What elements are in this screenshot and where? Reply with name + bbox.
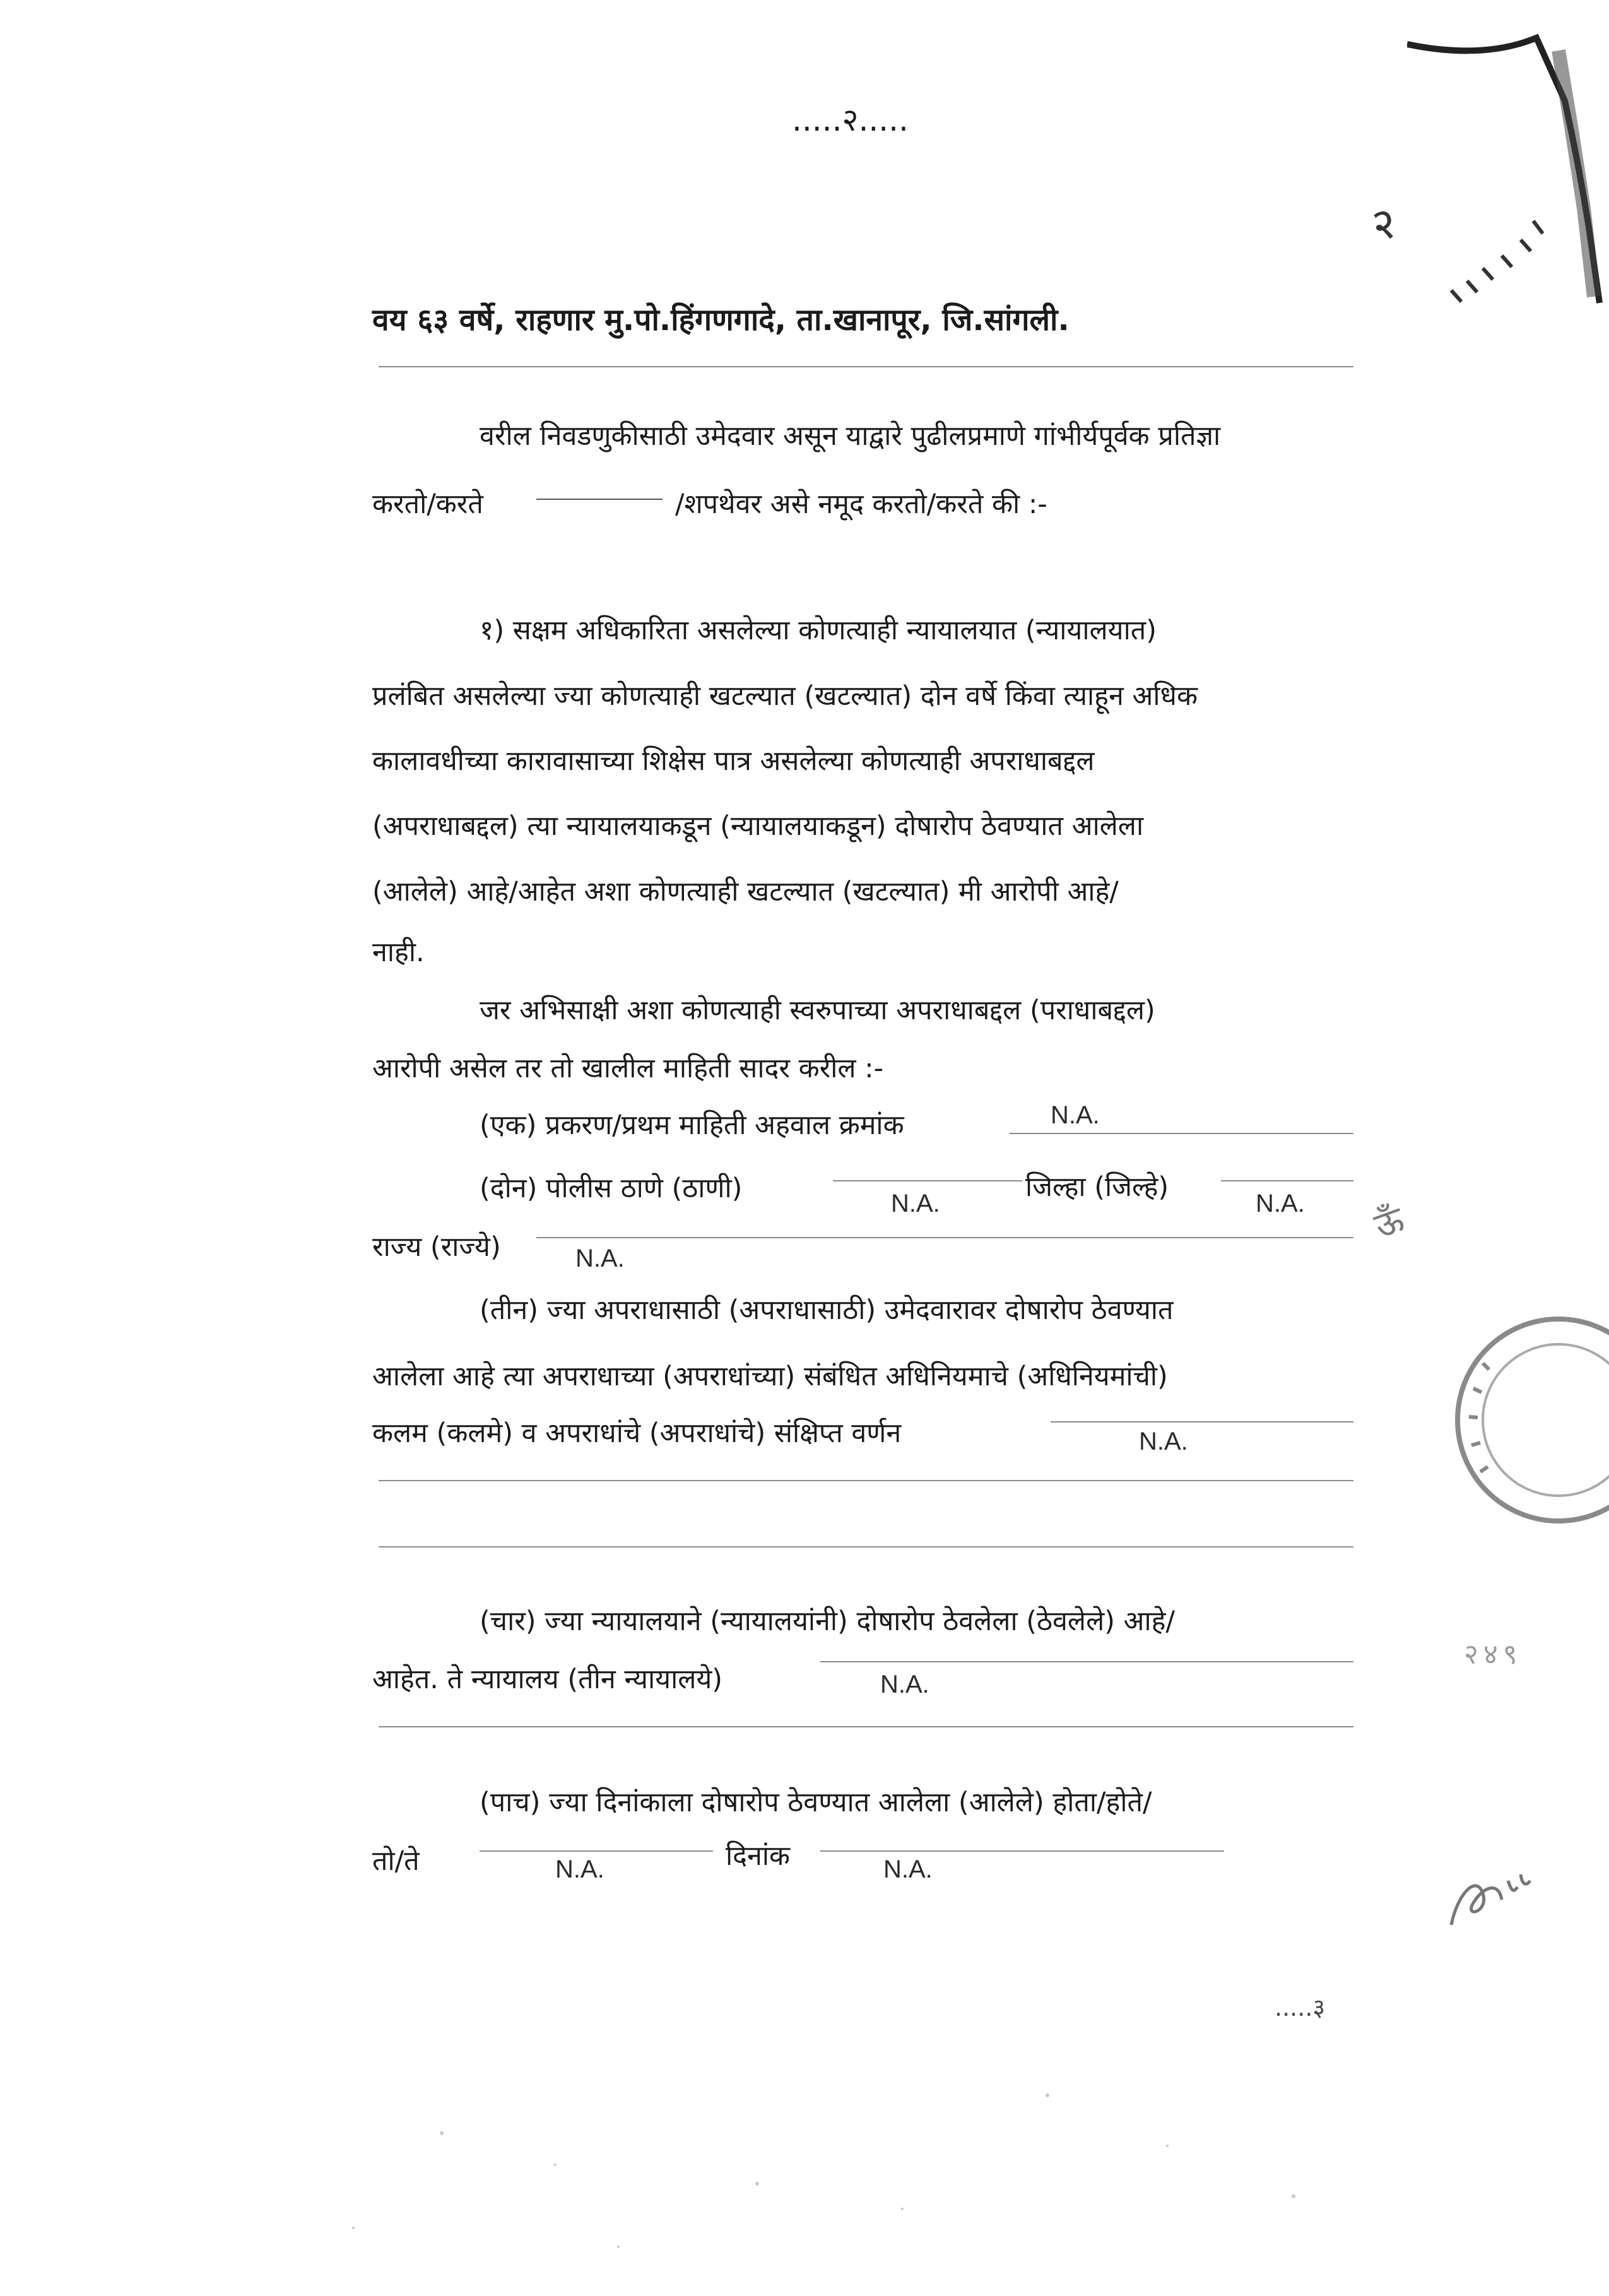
state-label: राज्य (राज्ये) bbox=[372, 1231, 501, 1263]
para2-line-1: जर अभिसाक्षी अशा कोणत्याही स्वरुपाच्या अपराधाबद्दल (पराधाबद्दल) bbox=[480, 995, 1155, 1026]
margin-initial-mark: ऊँ bbox=[1369, 1198, 1410, 1247]
case-number-line bbox=[1010, 1133, 1353, 1134]
court-line-2 bbox=[379, 1726, 1353, 1727]
item-five-line-1: (पाच) ज्या दिनांकाला दोषारोप ठेवण्यात आलेला (आलेले) होता/होते/ bbox=[480, 1787, 1152, 1818]
district-label: जिल्हा (जिल्हे) bbox=[1025, 1171, 1169, 1203]
charge-date-line bbox=[820, 1850, 1224, 1852]
state-value: N.A. bbox=[575, 1245, 625, 1272]
offence-description-value: N.A. bbox=[1139, 1428, 1188, 1455]
para1-line-6: नाही. bbox=[372, 937, 425, 968]
charge-date-label: दिनांक bbox=[726, 1840, 790, 1872]
offence-description-line-1 bbox=[1051, 1421, 1353, 1423]
police-station-value: N.A. bbox=[891, 1190, 940, 1217]
court-value: N.A. bbox=[880, 1671, 929, 1698]
item-four-line-2: आहेत. ते न्यायालय (तीन न्यायालये) bbox=[372, 1664, 723, 1695]
deponent-address-line: वय ६३ वर्षे, राहणार मु.पो.हिंगणगादे, ता.खानापूर, जि.सांगली. bbox=[372, 302, 1070, 338]
scan-corner-shadow bbox=[1407, 0, 1609, 328]
initials-signature bbox=[1439, 1855, 1540, 1938]
item-three-line-1: (तीन) ज्या अपराधासाठी (अपराधासाठी) उमेदवारावर दोषारोप ठेवण्यात bbox=[480, 1294, 1174, 1326]
case-number-value: N.A. bbox=[1051, 1101, 1100, 1129]
para1-line-5: (आलेले) आहे/आहेत अशा कोणत्याही खटल्यात (खटल्यात) मी आरोपी आहे/ bbox=[372, 876, 1119, 908]
state-line bbox=[536, 1237, 1353, 1238]
intro-line-2b: /शपथेवर असे नमूद करतो/करते की :- bbox=[675, 488, 1047, 520]
item-five-line-2-label: तो/ते bbox=[372, 1845, 420, 1877]
para2-line-2: आरोपी असेल तर तो खालील माहिती सादर करील :- bbox=[372, 1053, 884, 1084]
margin-page-mark: २ bbox=[1366, 196, 1402, 252]
police-station-line bbox=[833, 1180, 1022, 1181]
para1-line-2: प्रलंबित असलेल्या ज्या कोणत्याही खटल्यात (खटल्यात) दोन वर्षे किंवा त्याहून अधिक bbox=[372, 680, 1198, 712]
page-number: .....२..... bbox=[792, 102, 909, 138]
charge-date-value: N.A. bbox=[883, 1855, 933, 1883]
charge-period-line bbox=[480, 1850, 713, 1852]
seal-stamp bbox=[1388, 1287, 1609, 1553]
para1-line-1: १) सक्षम अधिकारिता असलेल्या कोणत्याही न्यायालयात (न्यायालयात) bbox=[480, 615, 1157, 646]
intro-blank bbox=[536, 499, 663, 500]
case-number-label: (एक) प्रकरण/प्रथम माहिती अहवाल क्रमांक bbox=[480, 1110, 904, 1141]
para1-line-3: कालावधीच्या कारावासाच्या शिक्षेस पात्र असलेल्या कोणत्याही अपराधाबद्दल bbox=[372, 745, 1095, 777]
continued-marker: .....३ bbox=[1275, 1994, 1326, 2021]
police-station-label: (दोन) पोलीस ठाणे (ठाणी) bbox=[480, 1173, 743, 1204]
offence-description-line-3 bbox=[379, 1546, 1353, 1547]
item-four-line-1: (चार) ज्या न्यायालयाने (न्यायालयांनी) दोषारोप ठेवलेला (ठेवलेले) आहे/ bbox=[480, 1606, 1175, 1637]
item-three-line-3: कलम (कलमे) व अपराधांचे (अपराधांचे) संक्षिप्त वर्णन bbox=[372, 1417, 902, 1449]
para1-line-4: (अपराधाबद्दल) त्या न्यायालयाकडून (न्यायालयाकडून) दोषारोप ठेवण्यात आलेला bbox=[372, 810, 1144, 842]
scan-noise bbox=[0, 2020, 1609, 2296]
district-value: N.A. bbox=[1256, 1190, 1305, 1217]
district-line bbox=[1221, 1180, 1353, 1181]
court-line bbox=[820, 1661, 1353, 1662]
charge-period-value: N.A. bbox=[555, 1855, 604, 1883]
header-divider bbox=[379, 366, 1353, 367]
margin-number-mark: २४९ bbox=[1464, 1638, 1523, 1671]
offence-description-line-2 bbox=[379, 1480, 1353, 1481]
item-three-line-2: आलेला आहे त्या अपराधाच्या (अपराधांच्या) संबंधित अधिनियमाचे (अधिनियमांची) bbox=[372, 1361, 1168, 1392]
intro-line-2a: करतो/करते bbox=[372, 488, 483, 520]
intro-line-1: वरील निवडणुकीसाठी उमेदवार असून याद्वारे पुढीलप्रमाणे गांभीर्यपूर्वक प्रतिज्ञा bbox=[480, 420, 1221, 452]
